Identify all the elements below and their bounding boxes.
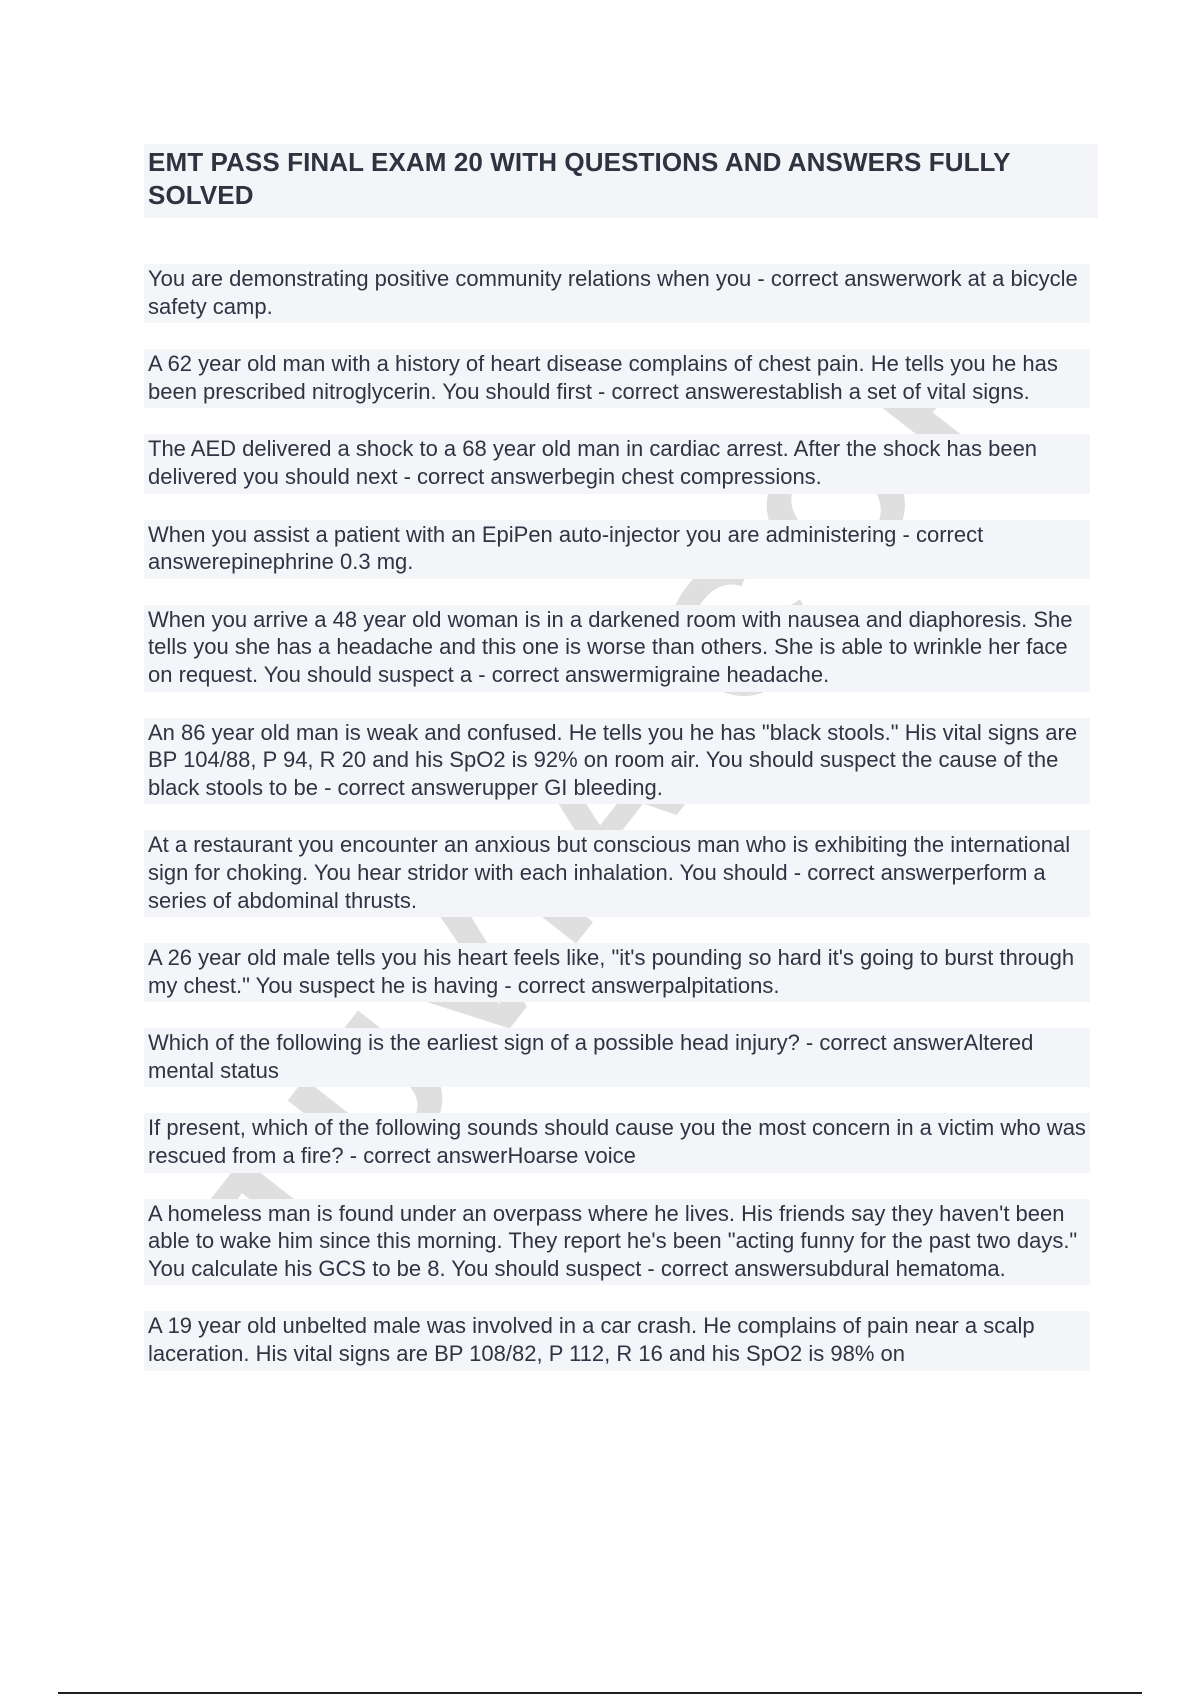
- question-text: The AED delivered a shock to a 68 year old man in cardiac arrest. After the shock has been delivered you should next: [148, 436, 1038, 489]
- answer-text: subdural hematoma.: [805, 1255, 1006, 1281]
- footer-rule: [58, 1692, 1142, 1694]
- qa-item: [144, 1199, 1090, 1286]
- correct-answer-label: - correct answer: [591, 378, 756, 404]
- qa-item: [144, 1311, 1090, 1370]
- qa-item: [144, 830, 1090, 917]
- qa-item: [144, 943, 1090, 1002]
- qa-item: [144, 605, 1090, 692]
- answer-text: epinephrine 0.3 mg.: [218, 549, 414, 575]
- question-text: A homeless man is found under an overpass where he lives. His friends say they haven't been able to wake him since this morning. They report he's been "acting funny for the past two days." You calculate his GCS to be 8. You should suspect: [148, 1200, 1078, 1281]
- correct-answer-label: - correct answer: [799, 1030, 964, 1056]
- qa-item: [144, 520, 1090, 579]
- question-text: You are demonstrating positive community relations when you: [148, 266, 752, 291]
- document-title: EMT PASS FINAL EXAM 20 WITH QUESTIONS AND ANSWERS FULLY SOLVED: [148, 147, 1011, 210]
- answer-text: Altered mental status: [148, 1030, 1034, 1083]
- correct-answer-label: - correct answer: [472, 661, 636, 687]
- question-text: An 86 year old man is weak and confused. He tells you he has "black stools." His vital signs are BP 104/88, P 94, R 20 and his SpO2 is 92% on room air. You should suspect the cause of the black stools to be: [148, 719, 1078, 800]
- correct-answer-label: - correct answer: [498, 972, 663, 998]
- correct-answer-label: - correct answer: [397, 463, 562, 489]
- title-block: [144, 144, 1098, 218]
- question-text: When you assist a patient with an EpiPen auto-injector you are administering: [148, 521, 897, 547]
- qa-item: [144, 1028, 1090, 1087]
- question-text: A 62 year old man with a history of heart disease complains of chest pain. He tells you he has been prescribed nitroglycerin. You should first: [148, 351, 1058, 404]
- qa-item: [144, 718, 1090, 805]
- answer-text: palpitations.: [662, 972, 780, 998]
- answer-text: begin chest compressions.: [561, 463, 822, 489]
- answer-text: work at a bicycle safety camp.: [148, 266, 1078, 319]
- question-text: Which of the following is the earliest sign of a possible head injury?: [148, 1030, 800, 1056]
- correct-answer-label: - correct answer: [787, 859, 952, 885]
- answer-text: establish a set of vital signs.: [755, 378, 1030, 404]
- correct-answer-label: - correct answer: [641, 1255, 806, 1281]
- question-text: If present, which of the following sounds should cause you the most concern in a victim who was rescued from a fire?: [148, 1115, 1086, 1169]
- correct-answer-label: - correct answer: [751, 266, 916, 291]
- qa-item: [144, 349, 1090, 408]
- correct-answer-label: - correct answer: [148, 521, 984, 575]
- answer-text: migraine headache.: [635, 661, 830, 687]
- correct-answer-label: - correct answer: [343, 1143, 508, 1169]
- correct-answer-label: - correct answer: [317, 774, 482, 800]
- qa-item: [144, 434, 1090, 493]
- question-text: At a restaurant you encounter an anxious but conscious man who is exhibiting the international sign for choking. You hear stridor with each inhalation. You should: [148, 832, 1071, 885]
- qa-item: [144, 264, 1090, 323]
- qa-list: [144, 264, 1090, 1397]
- question-text: A 19 year old unbelted male was involved in a car crash. He complains of pain near a scalp laceration. His vital signs are BP 108/82, P 112, R 16 and his SpO2 is 98% on: [148, 1313, 1035, 1367]
- qa-item: [144, 1113, 1090, 1172]
- question-text: When you arrive a 48 year old woman is in a darkened room with nausea and diaphoresis. She tells you she has a headache and this one is worse than others. She is able to wrinkle her face on request. You should suspect a: [148, 606, 1073, 687]
- answer-text: Hoarse voice: [507, 1143, 636, 1169]
- answer-text: perform a series of abdominal thrusts.: [148, 859, 1046, 913]
- question-text: A 26 year old male tells you his heart feels like, "it's pounding so hard it's going to burst through my chest." You suspect he is having: [148, 945, 1075, 998]
- answer-text: upper GI bleeding.: [481, 774, 663, 800]
